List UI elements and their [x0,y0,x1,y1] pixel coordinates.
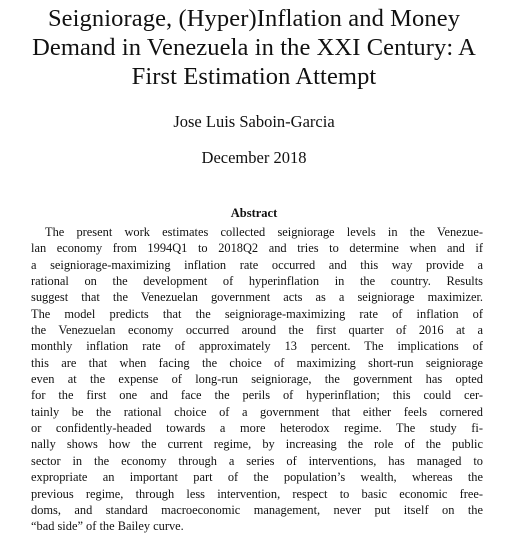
abstract-line: nally shows how the current regime, by increasing the role of the public [31,437,483,452]
paper-title [0,4,508,91]
abstract-line: expropriate an important part of the population’s wealth, whereas the [31,470,483,485]
title-line-1: Seigniorage, (Hyper)Inflation and Money [47,5,461,32]
abstract-line: The present work estimates collected seigniorage levels in the Venezue- [45,225,483,239]
abstract-line: rational on the development of hyperinflation in the country. Results [31,274,483,289]
abstract-line: The model predicts that the seigniorage-maximizing rate of inflation of [31,306,483,321]
abstract-line: or confidently-headed towards a more heterodox regime. The study fi- [31,421,483,436]
abstract-line: “bad side” of the Bailey curve. [31,519,184,534]
author-name: Jose Luis Saboin-Garcia [173,112,335,131]
abstract-line: sector in the economy through a series of interventions, has managed to [31,453,483,468]
abstract-line: doms, and standard macroeconomic management, never put itself on the [31,502,483,517]
abstract-line: lan economy from 1994Q1 to 2018Q2 and tries to determine when and if [31,241,483,256]
abstract-line: this are that when facing the choice of maximizing short-run seigniorage [31,355,483,370]
abstract-body [31,224,483,535]
abstract-line: tainly be the rational choice of a government that either feels cornered [31,404,483,419]
abstract-line: monthly inflation rate of approximately 13 percent. The implications of [31,339,483,354]
abstract-line: previous regime, through less intervention, respect to basic economic free- [31,486,483,501]
abstract-line: for the first one and face the perils of hyperinflation; this could cer- [31,388,483,403]
abstract-heading: Abstract [230,206,278,220]
abstract-line: a seigniorage-maximizing inflation rate occurred and this way provide a [31,257,483,272]
abstract-line: even at the expense of long-run seigniorage, the government has opted [31,372,483,387]
abstract-line: the Venezuelan economy occurred around the first quarter of 2016 at a [31,323,483,338]
publication-date: December 2018 [201,148,307,167]
title-line-2: Demand in Venezuela in the XXI Century: A [32,34,476,61]
abstract-line: suggest that the Venezuelan government acts as a seigniorage maximizer. [31,290,483,305]
title-line-3: First Estimation Attempt [131,63,377,90]
